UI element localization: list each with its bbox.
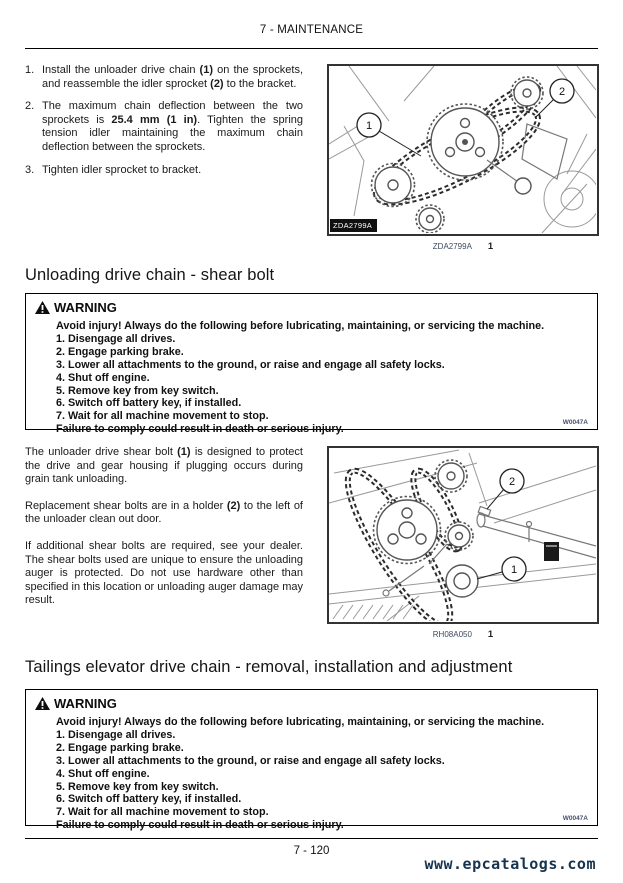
list-item-number: 2. — [25, 100, 35, 113]
figure1-caption — [327, 241, 599, 252]
callout-1-label: 1 — [365, 120, 373, 132]
list-item-number: 1. — [25, 64, 35, 76]
figure1-frame — [327, 64, 599, 236]
section-unloader-chain-install — [25, 64, 599, 252]
page-header-title: 7 - MAINTENANCE — [259, 24, 364, 36]
install-steps-list — [25, 64, 303, 252]
warning-step: 4. Shut off engine. — [56, 767, 150, 780]
warning-body — [56, 320, 587, 436]
warning-step: 4. Shut off engine. — [56, 371, 150, 384]
list-item-text: The maximum chain deflection between the two sprockets is 25.4 mm (1 in). Tighten the spring tension idler maintaining the maximum chain deflection between the sprockets. — [42, 100, 304, 153]
list-item — [25, 64, 303, 91]
epcatalogs-watermark-link[interactable]: www.epcatalogs.com — [424, 855, 596, 873]
figure2-caption — [327, 629, 599, 640]
warning-box — [25, 689, 598, 832]
page-number: 7 - 120 — [293, 845, 330, 857]
warning-box — [25, 293, 598, 436]
warning-triangle-icon — [35, 301, 50, 314]
figure-shear-bolt — [327, 446, 599, 640]
paragraph: If additional shear bolts are required, see your dealer. The shear bolts used are unique to ensure the unloading auger is protected. Do not use hardware other than specified in this location or unloading auger damage may result. — [25, 539, 303, 607]
paragraph: Replacement shear bolts are in a holder (2) to the left of the unloader clean out door. — [25, 499, 303, 526]
section-heading-tailings-elevator: Tailings elevator drive chain - removal, installation and adjustment — [25, 658, 513, 676]
warning-step: 1. Disengage all drives. — [56, 332, 176, 345]
warning-step: 5. Remove key from key switch. — [56, 384, 219, 397]
warning-reference-code: W0047A — [562, 815, 588, 822]
warning-intro: Avoid injury! Always do the following before lubricating, maintaining, or servicing the machine. — [56, 320, 545, 332]
figure2-caption-code: RH08A050 — [432, 630, 472, 639]
shear-bolt-paragraphs — [25, 446, 303, 640]
list-item — [25, 164, 303, 178]
warning-body — [56, 716, 587, 832]
warning-step: 6. Switch off battery key, if installed. — [56, 397, 242, 410]
list-item-text: Tighten idler sprocket to bracket. — [42, 163, 202, 176]
unloader-chain-diagram — [329, 66, 596, 233]
warning-step: 3. Lower all attachments to the ground, or raise and engage all safety locks. — [56, 358, 445, 371]
callout-2-label: 2 — [558, 86, 566, 98]
figure2-caption-number: 1 — [487, 629, 494, 640]
warning-outro: Failure to comply could result in death or serious injury. — [56, 819, 344, 832]
warning-title: WARNING — [54, 300, 117, 315]
figure2-frame — [327, 446, 599, 624]
warning-step: 7. Wait for all machine movement to stop. — [56, 410, 269, 423]
callout-1-label: 1 — [510, 564, 518, 576]
list-item-text: Install the unloader drive chain (1) on the sprockets, and reassemble the idler sprocket (2) to the bracket. — [42, 64, 303, 90]
figure1-caption-number: 1 — [487, 241, 494, 252]
warning-outro: Failure to comply could result in death or serious injury. — [56, 423, 344, 436]
warning-header — [35, 696, 587, 711]
callout-2-label: 2 — [508, 476, 516, 488]
warning-reference-code: W0047A — [562, 419, 588, 426]
list-item-number: 3. — [25, 163, 35, 176]
footer-divider — [25, 838, 598, 839]
paragraph: The unloader drive shear bolt (1) is designed to protect the drive and gear housing if plugging occurs during grain tank unloading. — [25, 446, 303, 486]
warning-header — [35, 300, 587, 315]
warning-step: 7. Wait for all machine movement to stop. — [56, 806, 269, 819]
warning-step: 3. Lower all attachments to the ground, or raise and engage all safety locks. — [56, 754, 445, 767]
warning-intro: Avoid injury! Always do the following before lubricating, maintaining, or servicing the machine. — [56, 716, 545, 728]
warning-step: 1. Disengage all drives. — [56, 728, 176, 741]
warning-triangle-icon — [35, 697, 50, 710]
section-shear-bolt — [25, 446, 599, 640]
figure1-caption-code: ZDA2799A — [432, 242, 472, 251]
warning-step: 2. Engage parking brake. — [56, 741, 184, 754]
warning-step: 5. Remove key from key switch. — [56, 780, 219, 793]
warning-title: WARNING — [54, 696, 117, 711]
shear-bolt-diagram — [329, 448, 596, 621]
section-heading-unloading-drive-chain: Unloading drive chain - shear bolt — [25, 266, 275, 284]
list-item — [25, 100, 303, 154]
warning-step: 6. Switch off battery key, if installed. — [56, 793, 242, 806]
header-divider — [25, 48, 598, 49]
warning-step: 2. Engage parking brake. — [56, 345, 184, 358]
figure1-photo-code: ZDA2799A — [330, 219, 377, 232]
figure-unloader-drive-chain — [327, 64, 599, 252]
